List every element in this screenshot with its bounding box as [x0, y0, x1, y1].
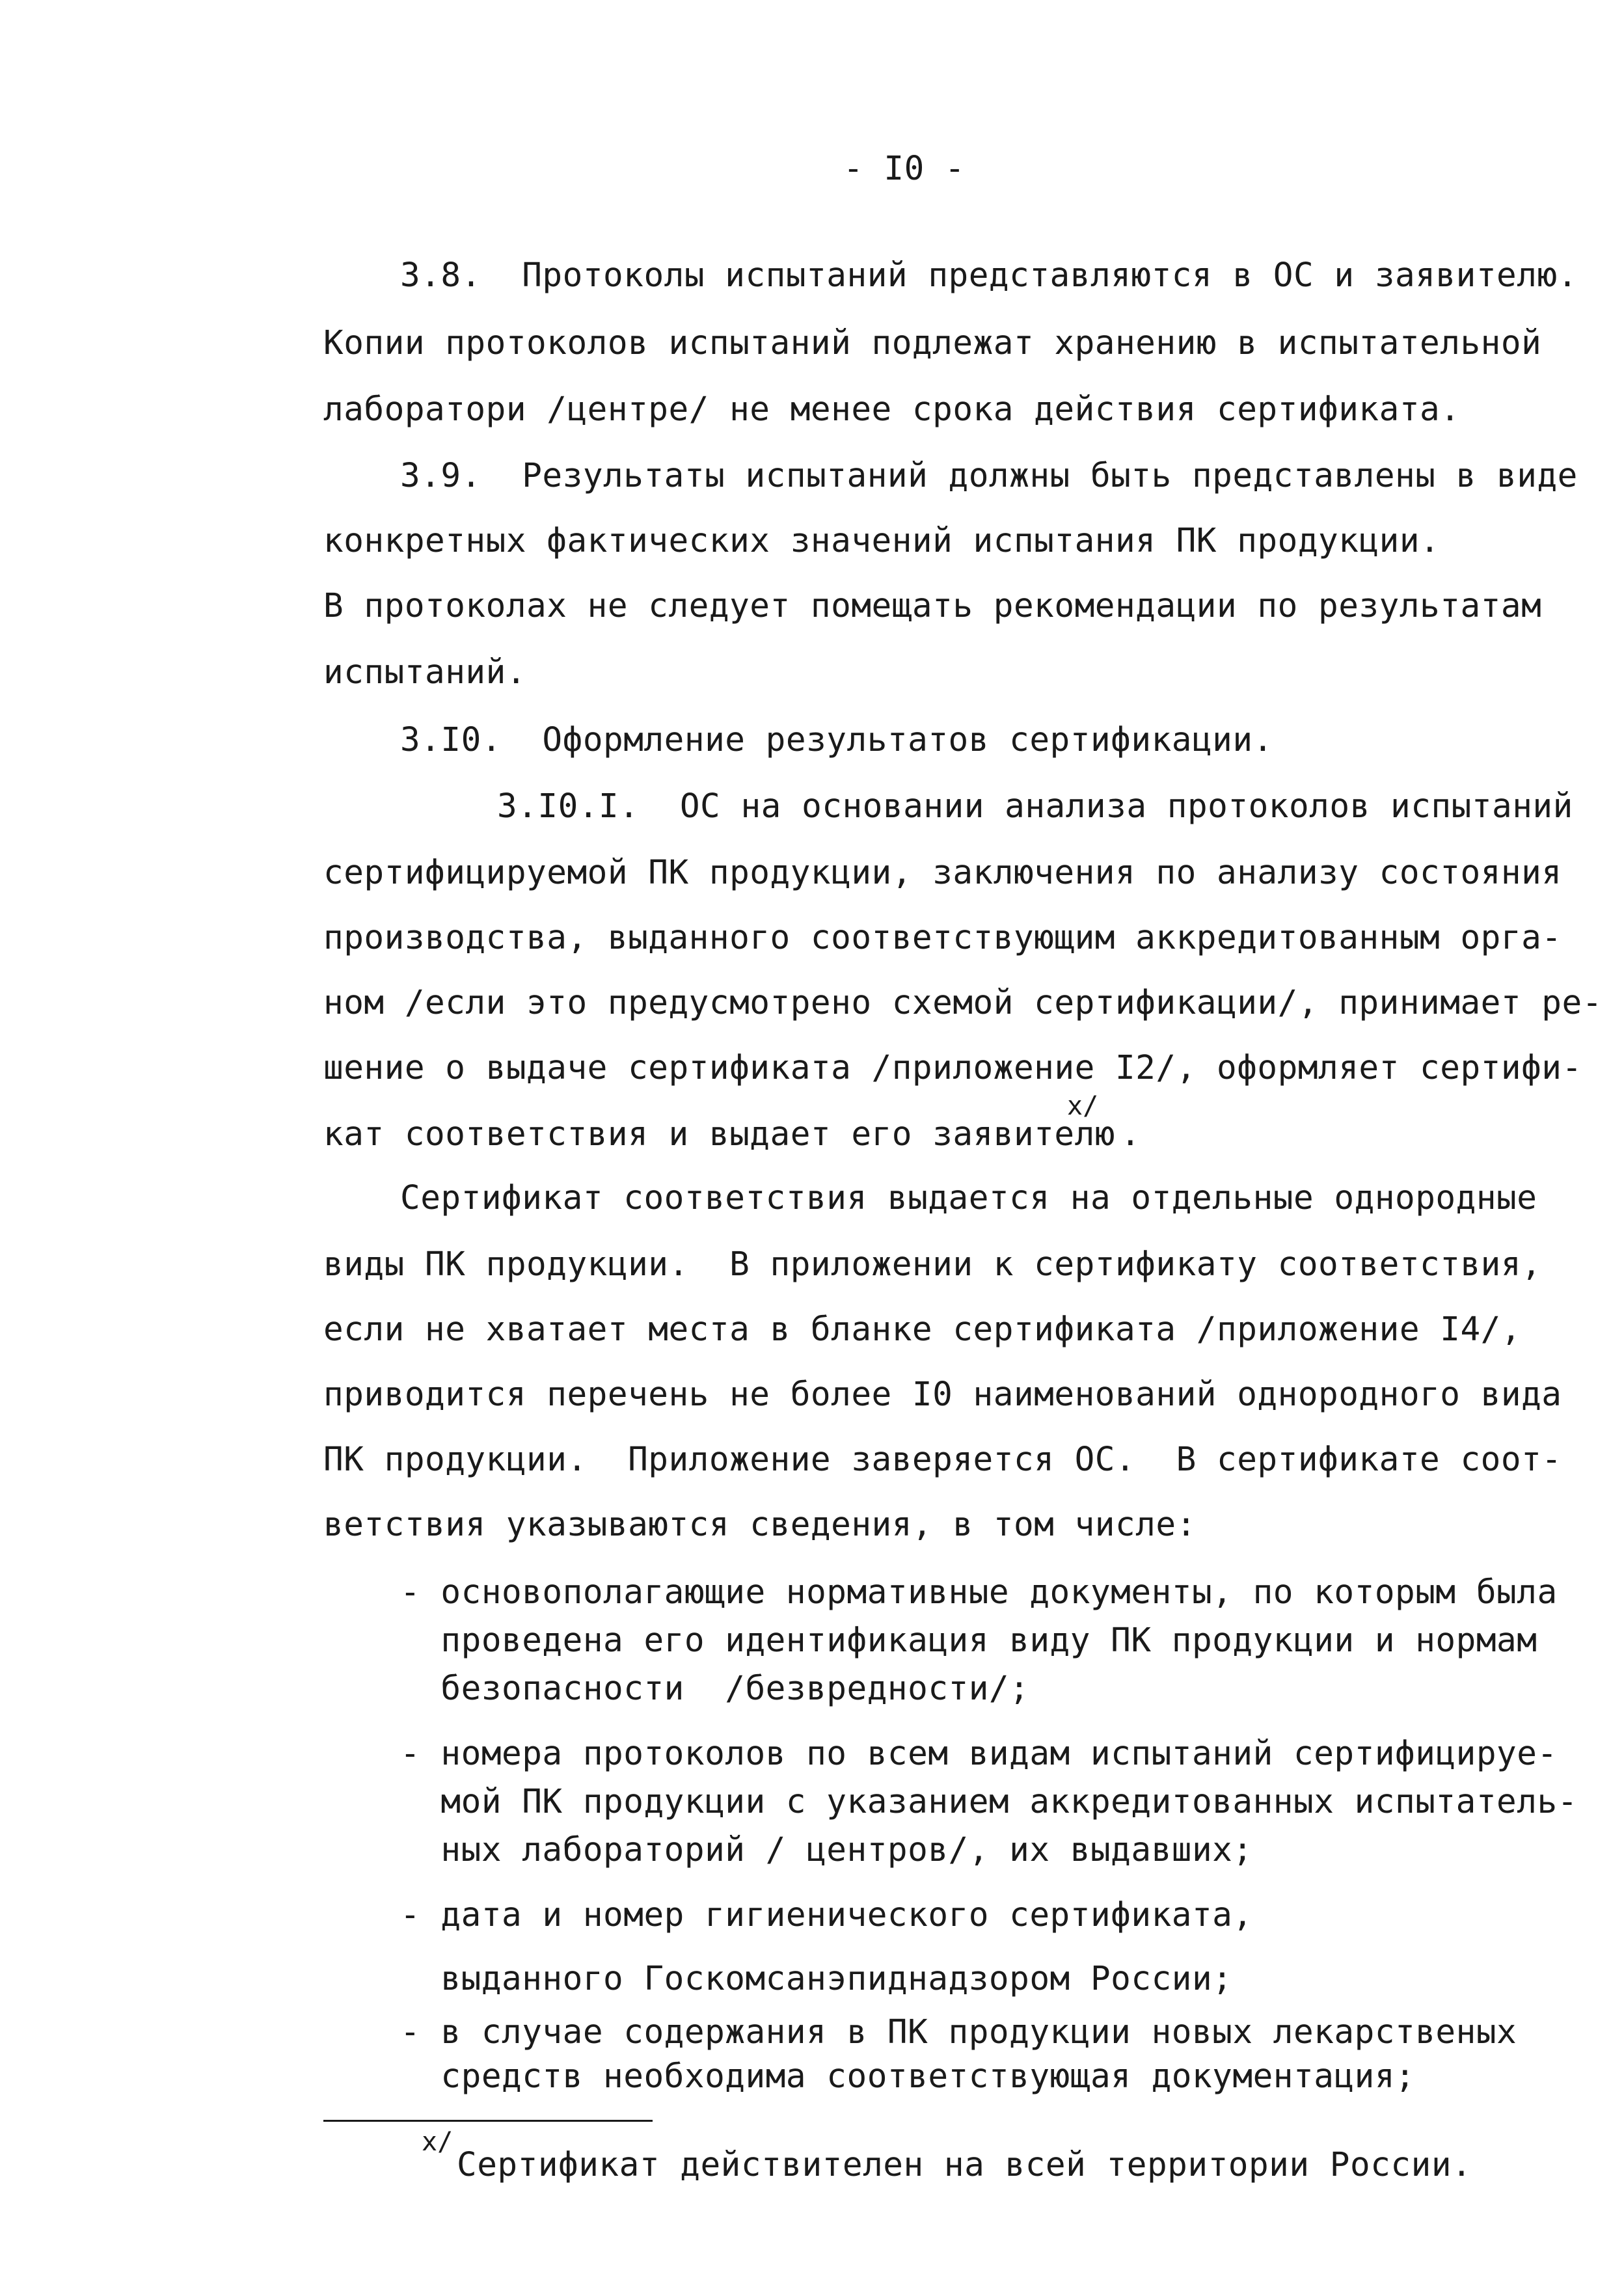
- footnote-text: Сертификат действителен на всей территории России.: [457, 2146, 1472, 2184]
- paragraph-line: сертифицируемой ПК продукции, заключения по анализу состояния: [323, 854, 1562, 892]
- footnote-mark: x/: [422, 2127, 453, 2157]
- list-item-line: мой ПК продукции с указанием аккредитованных испытатель-: [400, 1783, 1578, 1821]
- paragraph-line: лаборатори /центре/ не менее срока действия сертификата.: [323, 390, 1461, 429]
- footnote-separator: [323, 2120, 653, 2122]
- paragraph-line: производства, выданного соответствующим аккредитованным орга-: [323, 919, 1562, 957]
- list-item-line: выданного Госкомсанэпиднадзором России;: [400, 1960, 1233, 1998]
- paragraph-line: ПК продукции. Приложение заверяется ОС. В сертификате соот-: [323, 1441, 1562, 1479]
- paragraph-line: 3.8. Протоколы испытаний представляются в ОС и заявителю.: [400, 256, 1578, 295]
- paragraph-line: приводится перечень не более I0 наименований однородного вида: [323, 1375, 1562, 1414]
- list-item-line: - в случае содержания в ПК продукции новых лекарственых: [400, 2013, 1517, 2052]
- paragraph-line: виды ПК продукции. В приложении к сертификату соответствия,: [323, 1245, 1542, 1284]
- paragraph-line: кат соответствия и выдает его заявителю: [323, 1115, 1115, 1154]
- list-item-line: средств необходима соответствующая документация;: [400, 2057, 1416, 2096]
- list-item-line: - основополагающие нормативные документы, по которым была: [400, 1573, 1558, 1612]
- list-item-line: - дата и номер гигиенического сертификата,: [400, 1896, 1253, 1934]
- paragraph-line: Сертификат соответствия выдается на отдельные однородные: [400, 1179, 1537, 1217]
- footnote-reference: x/: [1067, 1091, 1099, 1121]
- paragraph-line: В протоколах не следует помещать рекомендации по результатам: [323, 587, 1542, 625]
- paragraph-line: испытаний.: [323, 653, 527, 692]
- list-item-line: безопасности /безвредности/;: [400, 1670, 1030, 1708]
- paragraph-line: 3.9. Результаты испытаний должны быть представлены в виде: [400, 457, 1578, 495]
- sentence-end: .: [1120, 1115, 1141, 1154]
- paragraph-line: если не хватает места в бланке сертификата /приложение I4/,: [323, 1310, 1522, 1349]
- paragraph-line: шение о выдаче сертификата /приложение I2/, оформляет сертифи-: [323, 1049, 1582, 1087]
- paragraph-line: ветствия указываются сведения, в том числе:: [323, 1506, 1197, 1544]
- section-heading: 3.I0. Оформление результатов сертификации.: [400, 721, 1273, 759]
- paragraph-line: 3.I0.I. ОС на основании анализа протоколов испытаний: [497, 787, 1573, 826]
- paragraph-line: Копии протоколов испытаний подлежат хранению в испытательной: [323, 324, 1542, 362]
- list-item-line: проведена его идентификация виду ПК продукции и нормам: [400, 1621, 1537, 1660]
- paragraph-line: ном /если это предусмотрено схемой сертификации/, принимает ре-: [323, 984, 1603, 1022]
- list-item-line: ных лабораторий / центров/, их выдавших;: [400, 1831, 1253, 1869]
- list-item-line: - номера протоколов по всем видам испытаний сертифицируе-: [400, 1735, 1558, 1773]
- paragraph-line: конкретных фактических значений испытания ПК продукции.: [323, 522, 1441, 560]
- page-number: - I0 -: [843, 150, 966, 188]
